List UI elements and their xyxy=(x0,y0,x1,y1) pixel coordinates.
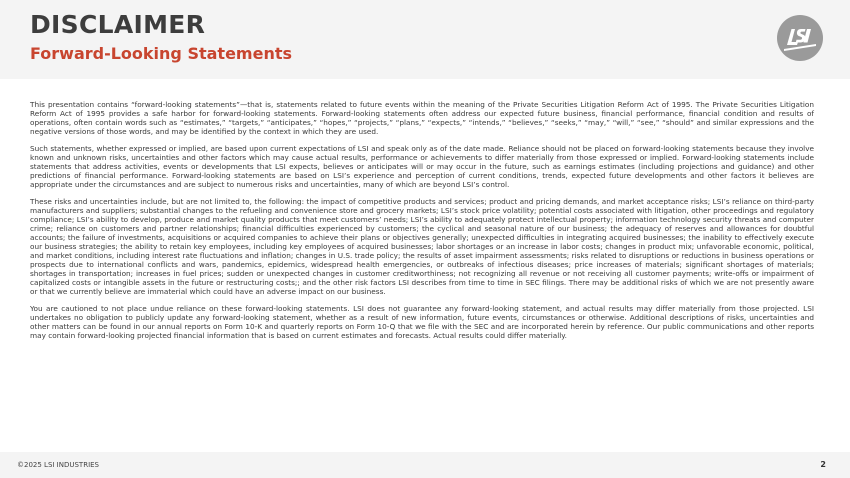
paragraph-caution: You are cautioned to not place undue reliance on these forward-looking statements. LSI does not guarantee any forward-looking statement, and actual results may differ materially from those projected. LSI undertakes no obligation to publicly update any forward-looking statement, whether as a result of new information, future events, circumstances or otherwise. Additional descriptions of risks, uncertainties and other matters can be found in our annual reports on Form 10-K and quarterly reports on Form 10-Q that we file with the SEC and are incorporated herein by reference. Our public communications and other reports may contain forward-looking projected financial information that is based on current estimates and forecasts. Actual results could differ materially. xyxy=(30,304,814,340)
copyright-text: ©2025 LSI INDUSTRIES xyxy=(17,461,100,469)
paragraph-expectations: Such statements, whether expressed or implied, are based upon current expectations of LSI and speak only as of the date made. Reliance should not be placed on forward-looking statements because they involve known and unknown risks, uncertainties and other factors which may cause actual results, performance or achievements to differ materially from those expressed or implied. Forward-looking statements include statements that address activities, events or developments that LSI expects, believes or anticipates will or may occur in the future, such as earnings estimates (including projections and guidance) and other predictions of financial performance. Forward-looking statements are based on LSI’s experience and perception of current conditions, trends, expected future developments and other factors it believes are appropriate under the circumstances and are subject to numerous risks and uncertainties, many of which are beyond LSI’s control. xyxy=(30,144,814,189)
page-number: 2 xyxy=(820,460,826,469)
slide-header xyxy=(0,0,850,79)
page-title: DISCLAIMER xyxy=(30,10,206,39)
lsi-logo-icon xyxy=(776,14,824,62)
page-subtitle: Forward-Looking Statements xyxy=(30,44,292,63)
disclaimer-body xyxy=(30,100,814,348)
paragraph-forward-looking: This presentation contains “forward-looking statements”—that is, statements related to future events within the meaning of the Private Securities Litigation Reform Act of 1995. The Private Securities Litigation Reform Act of 1995 provides a safe harbor for forward-looking statements. Forward-looking statements often address our expected future business, financial performance, financial condition and results of operations, often contain words such as “estimates,” “targets,” “anticipates,” “hopes,” “projects,” “plans,” “expects,” “intends,” “believes,” “seeks,” “may,” “will,” “see,” “should” and similar expressions and the negative versions of those words, and may be identified by the context in which they are used. xyxy=(30,100,814,136)
paragraph-risks: These risks and uncertainties include, but are not limited to, the following: the impact of competitive products and services; product and pricing demands, and market acceptance risks; LSI’s reliance on third-party manufacturers and suppliers; substantial changes to the refueling and convenience store and grocery markets; LSI’s stock price volatility; potential costs associated with litigation, other proceedings and regulatory compliance; LSI’s ability to develop, produce and market quality products that meet customers’ needs; LSI’s ability to adequately protect intellectual property; information technology security threats and computer crime; reliance on customers and partner relationships; financial difficulties experienced by customers; the cyclical and seasonal nature of our business; the adequacy of reserves and allowances for doubtful accounts; the failure of investments, acquisitions or acquired companies to achieve their plans or objectives generally; unexpected difficulties in integrating acquired businesses; the inability to effectively execute our business strategies; the ability to retain key employees, including key employees of acquired businesses; labor shortages or an increase in labor costs; changes in product mix; unfavorable economic, political, and market conditions, including interest rate fluctuations and inflation; changes in U.S. trade policy; the results of asset impairment assessments; risks related to disruptions or reductions in business operations or prospects due to international conflicts and wars, pandemics, epidemics, widespread health emergencies, or outbreaks of infectious diseases; price increases of materials; significant shortages of materials; shortages in transportation; increases in fuel prices; sudden or unexpected changes in customer creditworthiness; not recognizing all revenue or not receiving all customer payments; write-offs or impairment of capitalized costs or intangible assets in the future or restructuring costs;; and the other risk factors LSI describes from time to time in SEC filings. There may be additional risks of which we are not presently aware or that we currently believe are immaterial which could have an adverse impact on our business. xyxy=(30,197,814,296)
slide-footer xyxy=(0,452,850,478)
